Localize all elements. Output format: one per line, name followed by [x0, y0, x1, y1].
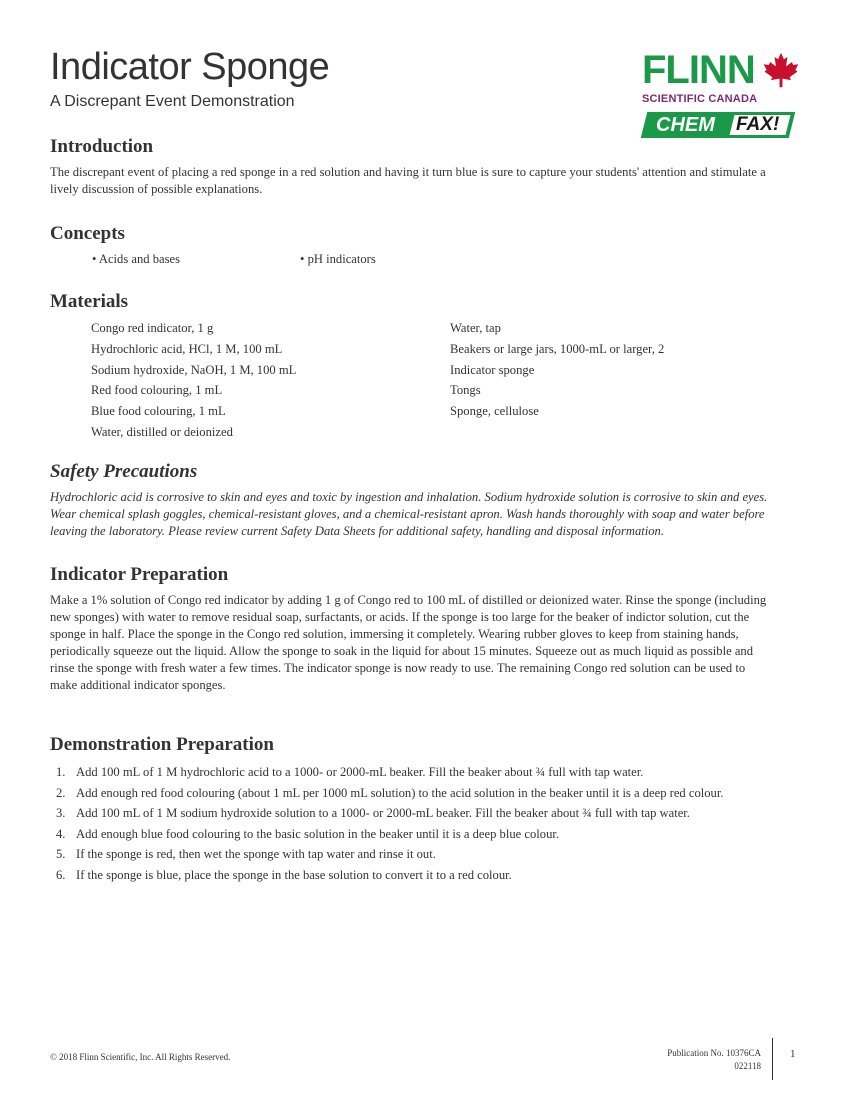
step-text: Add enough red food colouring (about 1 mL per 1000 mL solution) to the acid solution in the beaker until it is a deep red colour.	[76, 785, 724, 800]
materials-heading: Materials	[50, 291, 129, 312]
step-text: Add enough blue food colouring to the basic solution in the beaker until it is a deep blue colour.	[76, 826, 560, 841]
page-title: Indicator Sponge	[50, 46, 330, 88]
logo-fax-text: FAX!	[736, 114, 780, 135]
material-item: Water, tap	[450, 321, 501, 335]
step-text: If the sponge is blue, place the sponge in the base solution to convert it to a red colour.	[76, 867, 512, 882]
page-subtitle: A Discrepant Event Demonstration	[50, 93, 295, 110]
introduction-text: The discrepant event of placing a red sponge in a red solution and having it turn blue is sure to capture your students' attention and stimulate a lively discussion of possible explanations.	[50, 165, 766, 196]
material-item: Beakers or large jars, 1000-mL or larger, 2	[450, 341, 665, 356]
material-item: Hydrochloric acid, HCl, 1 M, 100 mL	[91, 341, 283, 356]
list-item	[56, 867, 776, 884]
list-item	[56, 826, 776, 843]
step-text: If the sponge is red, then wet the sponge with tap water and rinse it out.	[76, 847, 436, 862]
material-item: Water, distilled or deionized	[91, 424, 233, 439]
flinn-logo	[636, 48, 806, 144]
list-item	[56, 805, 776, 822]
logo-subtitle: SCIENTIFIC CANADA	[642, 93, 758, 105]
material-item: Red food colouring, 1 mL	[91, 383, 223, 398]
publication-code: 022118	[734, 1061, 761, 1071]
step-text: Add 100 mL of 1 M sodium hydroxide solution to a 1000- or 2000-mL beaker. Fill the beaker about ¾ full with tap water.	[76, 806, 690, 821]
material-item: Tongs	[450, 383, 481, 398]
concept-item-label: Acids and bases	[98, 252, 181, 266]
list-item	[56, 846, 776, 863]
maple-leaf-icon	[763, 52, 799, 88]
footer-divider	[772, 1038, 773, 1080]
step-number: 3.	[56, 806, 66, 821]
step-text: Add 100 mL of 1 M hydrochloric acid to a 1000- or 2000-mL beaker. Fill the beaker about ¾ full with tap water.	[76, 765, 644, 779]
material-item: Indicator sponge	[450, 362, 535, 377]
step-number: 2.	[56, 785, 66, 800]
page-number: 1	[790, 1048, 796, 1060]
concept-item: • pH indicators	[300, 252, 376, 266]
publication-number: Publication No. 10376CA	[667, 1048, 761, 1058]
step-number: 4.	[56, 826, 66, 841]
concept-item-label: pH indicators	[307, 252, 376, 266]
step-number: 1.	[56, 765, 66, 779]
materials-list-left	[91, 318, 296, 443]
logo-brand-text: FLINN	[642, 48, 755, 92]
concepts-heading: Concepts	[50, 223, 125, 244]
list-item	[56, 764, 776, 781]
safety-text: Hydrochloric acid is corrosive to skin and eyes and toxic by ingestion and inhalation. Sodium hydroxide solution is corrosive to skin and eyes. Wear chemical splash goggles, chemical-resistant gloves, and a chemical-resistant apron. Wash hands thoroughly with soap and water before leaving the laboratory. Please review current Safety Data Sheets for additional safety, handling and disposal information.	[50, 490, 768, 538]
step-number: 5.	[56, 847, 66, 862]
safety-heading: Safety Precautions	[50, 461, 198, 482]
introduction-heading: Introduction	[50, 136, 154, 157]
step-number: 6.	[56, 867, 66, 882]
concept-item: • Acids and bases	[92, 252, 181, 266]
material-item: Sponge, cellulose	[450, 404, 539, 419]
demo-steps-list	[56, 764, 776, 888]
list-item	[56, 785, 776, 802]
material-item: Blue food colouring, 1 mL	[91, 404, 226, 419]
materials-list-right	[450, 318, 664, 422]
demo-prep-heading: Demonstration Preparation	[50, 734, 274, 755]
indicator-prep-heading: Indicator Preparation	[50, 564, 229, 585]
footer-publication-info	[640, 1047, 761, 1073]
material-item: Sodium hydroxide, NaOH, 1 M, 100 mL	[91, 362, 297, 377]
material-item: Congo red indicator, 1 g	[91, 321, 214, 335]
footer-copyright: © 2018 Flinn Scientific, Inc. All Rights Reserved.	[50, 1052, 231, 1062]
logo-chem-text: CHEM	[656, 114, 715, 136]
indicator-prep-text: Make a 1% solution of Congo red indicator by adding 1 g of Congo red to 100 mL of distilled or deionized water. Rinse the sponge (including new sponges) with water to remove residual soap, surfactants, or acids. If the sponge is too large for the beaker of indictor solution, cut the sponge in half. Place the sponge in the Congo red solution, immersing it completely. Wearing rubber gloves to keep from staining hands, periodically squeeze out the liquid. Allow the sponge to soak in the liquid for about 15 minutes. Squeeze out as much liquid as possible and rinse the sponge with fresh water a few times. The indicator sponge is now ready to use. The remaining Congo red solution can be used to make additional indicator sponges.	[50, 593, 767, 692]
